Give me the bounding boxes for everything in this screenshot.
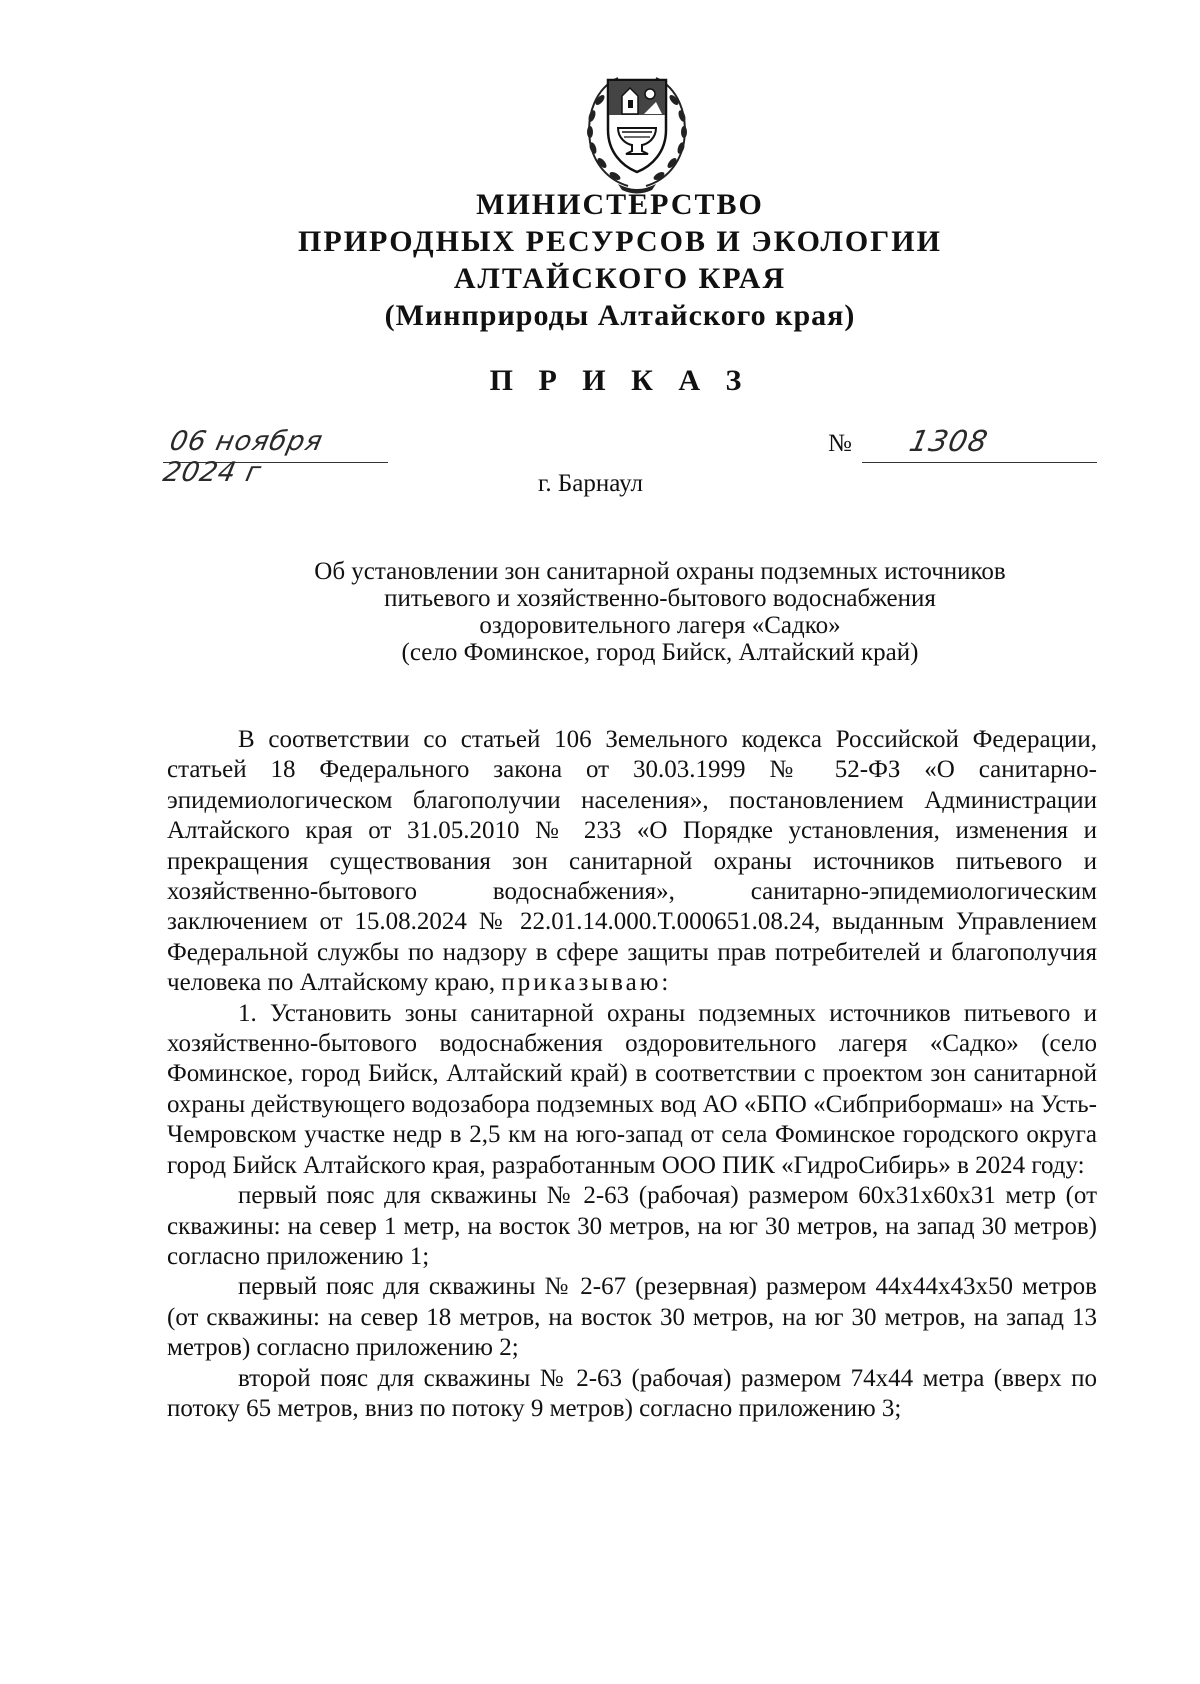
ministry-line-3: АЛТАЙСКОГО КРАЯ bbox=[453, 262, 787, 295]
number-field bbox=[862, 422, 1097, 463]
ministry-line-2: ПРИРОДНЫХ РЕСУРСОВ И ЭКОЛОГИИ bbox=[298, 225, 942, 258]
number-label: № bbox=[828, 430, 852, 457]
handwritten-date: 06 ноября 2024 г bbox=[160, 426, 326, 488]
order-subject bbox=[260, 558, 1060, 666]
ministry-line-1: МИНИСТЕРСТВО bbox=[476, 188, 764, 221]
ministry-short-name: (Минприроды Алтайского края) bbox=[384, 299, 856, 332]
subject-line-3: оздоровительного лагеря «Садко» bbox=[479, 612, 841, 639]
preamble-paragraph bbox=[167, 725, 1097, 999]
subject-line-2: питьевого и хозяйственно-бытового водоснабжения bbox=[384, 585, 936, 612]
date-field bbox=[160, 422, 388, 488]
city: г. Барнаул bbox=[538, 470, 643, 497]
belt-2-paragraph: первый пояс для скважины № 2-67 (резервная) размером 44х44х43х50 метров (от скважины: на север 18 метров, на восток 30 метров, на юг 30 метров, на запад 13 метров) согласно приложению 2; bbox=[167, 1273, 1097, 1362]
subject-line-4: (село Фоминское, город Бийск, Алтайский край) bbox=[401, 639, 919, 666]
item-1-paragraph: 1. Установить зоны санитарной охраны подземных источников питьевого и хозяйственно-бытового водоснабжения оздоровительного лагеря «Садко» (село Фоминское, город Бийск, Алтайский край) в соответствии с проектом зон санитарной охраны действующего водозабора подземных вод АО «БПО «Сибприбормаш» на Усть-Чемровском участке недр в 2,5 км на юго-запад от села Фоминское городского округа город Бийск Алтайского края, разработанным ООО ПИК «ГидроСибирь» в 2024 году: bbox=[167, 999, 1097, 1179]
belt-1-paragraph: первый пояс для скважины № 2-63 (рабочая) размером 60х31х60х31 метр (от скважины: на север 1 метр, на восток 30 метров, на юг 30 метров, на запад 30 метров) согласно приложению 1; bbox=[167, 1182, 1097, 1270]
handwritten-number: 1308 bbox=[906, 424, 992, 458]
order-word: приказываю: bbox=[501, 969, 672, 997]
subject-line-1: Об установлении зон санитарной охраны подземных источников bbox=[314, 558, 1006, 585]
belt-3-paragraph: второй пояс для скважины № 2-63 (рабочая) размером 74х44 метра (вверх по потоку 65 метров, вниз по потоку 9 метров) согласно приложению 3; bbox=[167, 1364, 1097, 1422]
order-body bbox=[167, 725, 1097, 1424]
ministry-name bbox=[200, 186, 1040, 334]
document-type: П Р И К А З bbox=[489, 364, 751, 397]
coat-of-arms-icon bbox=[578, 66, 696, 194]
preamble-text: В соответствии со статьей 106 Земельного кодекса Российской Федерации, статьей 18 Федерального закона от 30.03.1999 № 52-ФЗ «О санитарно-эпидемиологическом благополучии населения», постановлением Администрации Алтайского края от 31.05.2010 № 233 «О Порядке установления, изменения и прекращения существования зон санитарной охраны источников питьевого и хозяйственно-бытового водоснабжения», санитарно-эпидемиологическим заключением от 15.08.2024 № 22.01.14.000.Т.000651.08.24, выданным Управлением Федеральной службы по надзору в сфере защиты прав потребителей и благополучия человека по Алтайскому краю, bbox=[167, 726, 1097, 997]
